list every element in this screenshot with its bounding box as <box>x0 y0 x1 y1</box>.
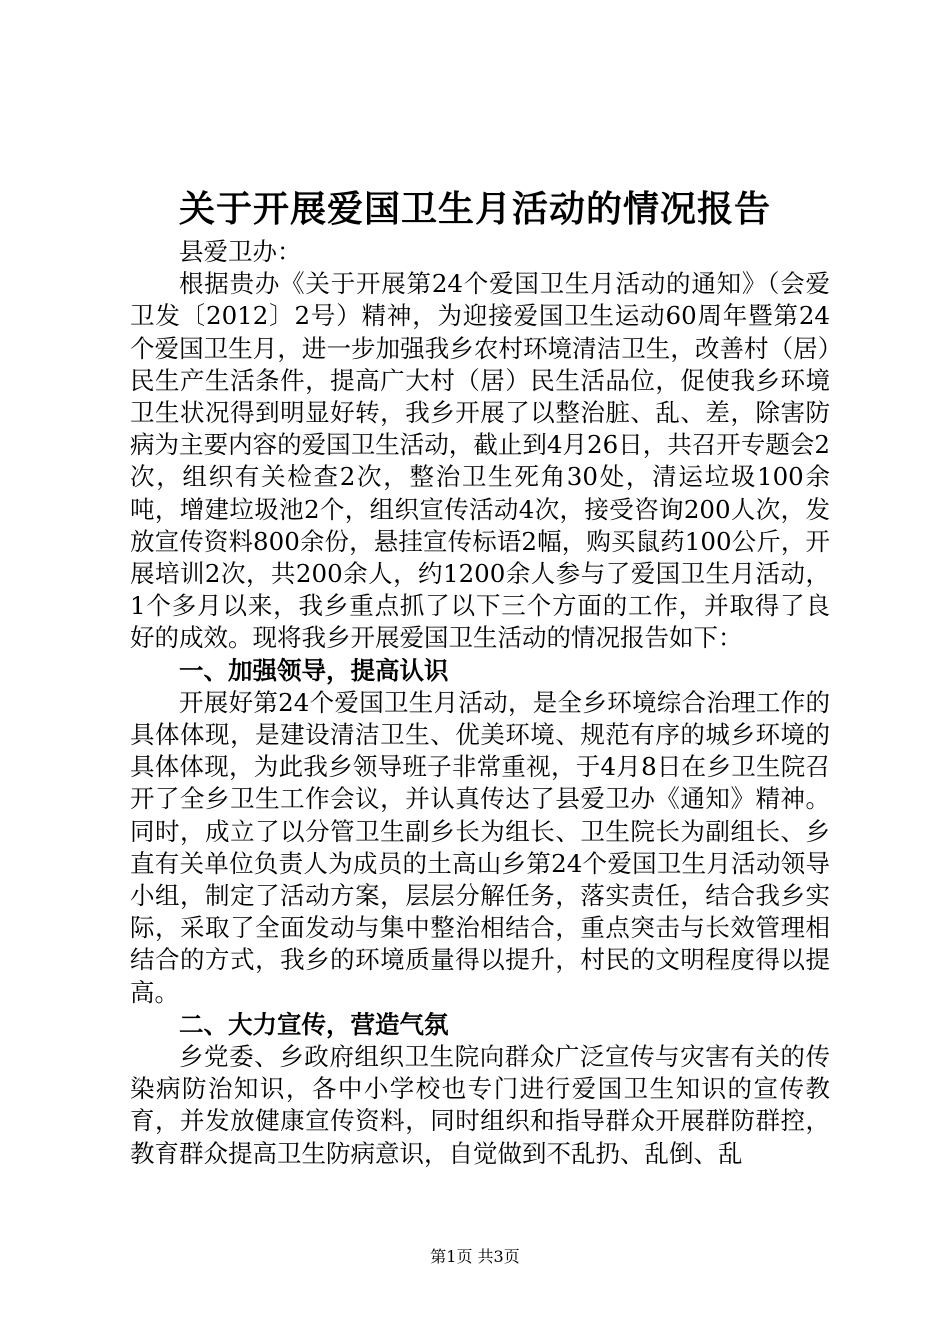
section-1-paragraph: 开展好第24个爱国卫生月活动，是全乡环境综合治理工作的具体体现，是建设清洁卫生、优美环境、规范有序的城乡环境的具体体现，为此我乡领导班子非常重视，于4月8日在乡卫生院召开了全乡卫生工作会议，并认真传达了县爱卫办《通知》精神。同时，成立了以分管卫生副乡长为组长、卫生院长为副组长、乡直有关单位负责人为成员的土高山乡第24个爱国卫生月活动领导小组，制定了活动方案，层层分解任务，落实责任，结合我乡实际，采取了全面发动与集中整治相结合，重点突击与长效管理相结合的方式，我乡的环境质量得以提升，村民的文明程度得以提高。 <box>130 687 830 1007</box>
section-heading-2: 二、大力宣传，营造气氛 <box>179 1009 449 1039</box>
salutation: 县爱卫办： <box>179 237 302 266</box>
page-footer: 第1页 共3页 <box>430 1247 520 1266</box>
document-body <box>130 236 830 1170</box>
section-2-paragraph: 乡党委、乡政府组织卫生院向群众广泛宣传与灾害有关的传染病防治知识，各中小学校也专门进行爱国卫生知识的宣传教育，并发放健康宣传资料，同时组织和指导群众开展群防群控，教育群众提高卫生防病意识，自觉做到不乱扔、乱倒、乱 <box>130 1042 830 1168</box>
intro-paragraph: 根据贵办《关于开展第24个爱国卫生月活动的通知》（会爱卫发〔2012〕2号）精神，为迎接爱国卫生运动60周年暨第24个爱国卫生月，进一步加强我乡农村环境清洁卫生，改善村（居）民生产生活条件，提高广大村（居）民生活品位，促使我乡环境卫生状况得到明显好转，我乡开展了以整治脏、乱、差，除害防病为主要内容的爱国卫生活动，截止到4月26日，共召开专题会2次，组织有关检查2次，整治卫生死角30处，清运垃圾100余吨，增建垃圾池2个，组织宣传活动4次，接受咨询200人次，发放宣传资料800余份，悬挂宣传标语2幅，购买鼠药100公斤，开展培训2次，共200余人，约1200余人参与了爱国卫生月活动，1个多月以来，我乡重点抓了以下三个方面的工作，并取得了良好的成效。现将我乡开展爱国卫生活动的情况报告如下： <box>130 269 830 653</box>
section-heading-1: 一、加强领导，提高认识 <box>179 655 449 685</box>
document-title: 关于开展爱国卫生月活动的情况报告 <box>178 188 771 230</box>
